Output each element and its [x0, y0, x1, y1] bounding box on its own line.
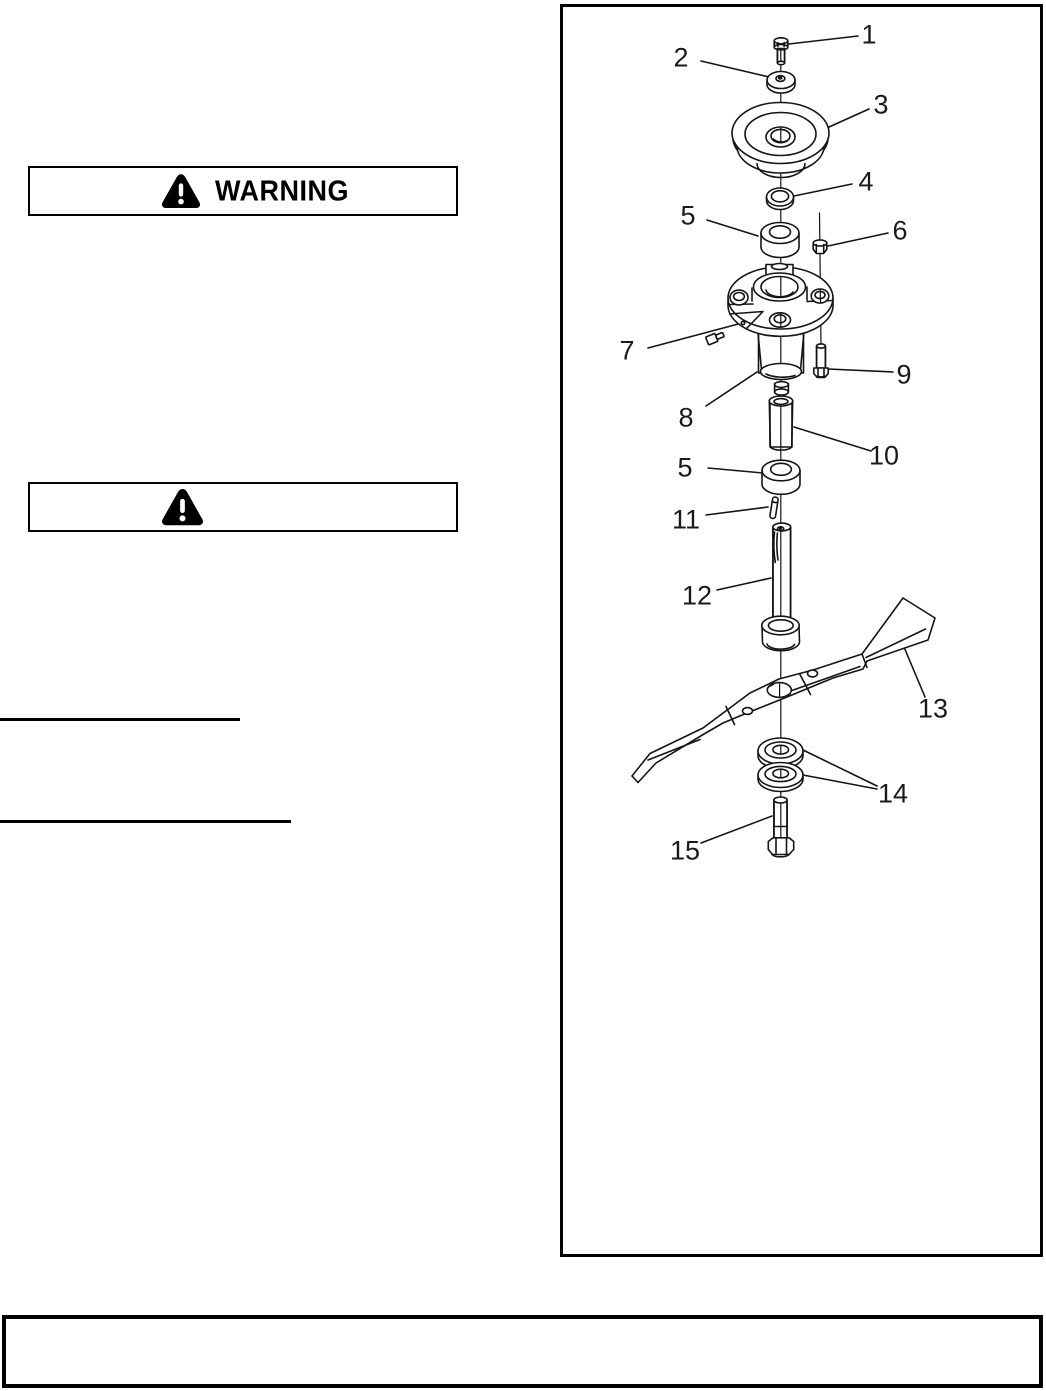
callout-leader-line	[803, 750, 877, 786]
part-number-callout-7: 7	[619, 335, 635, 366]
callout-leader-line	[706, 372, 757, 406]
callout-leader-line	[789, 36, 858, 44]
warning-triangle-icon	[161, 487, 204, 527]
callout-leader-line	[828, 369, 893, 372]
footer-box	[2, 1315, 1043, 1388]
exploded-parts-diagram	[563, 7, 1040, 1254]
part-number-callout-6: 6	[892, 215, 908, 246]
callout-leader-line	[904, 647, 925, 697]
warning-banner	[28, 166, 458, 216]
parts-figure-frame	[560, 4, 1043, 1257]
spindle-flange-part-8	[728, 264, 833, 337]
callout-leader-line	[803, 775, 877, 789]
bolt-part-9	[814, 344, 828, 378]
bearing-part-5-upper	[761, 223, 799, 258]
bearing-part-5-lower	[762, 460, 800, 494]
spindle-shaft-part-12	[773, 523, 791, 622]
washer-part-2	[767, 72, 795, 94]
caution-banner	[28, 482, 458, 532]
part-number-callout-9: 9	[896, 359, 912, 390]
callout-leader-line	[701, 61, 769, 77]
warning-banner-label: WARNING	[215, 174, 349, 207]
callout-leader-line	[794, 184, 852, 196]
part-number-callout-13: 13	[917, 693, 949, 724]
section-underline	[0, 820, 291, 823]
callout-leader-line	[794, 427, 871, 451]
nut-part-6	[813, 240, 827, 254]
cup-washer-part-14-lower	[758, 763, 803, 792]
callout-leader-line	[708, 468, 763, 473]
part-number-callout-5: 5	[680, 200, 696, 231]
callout-leader-line	[706, 507, 768, 515]
callout-leader-line	[648, 323, 742, 348]
roll-pin-part-11	[770, 497, 779, 519]
spacer-washer-part-4	[767, 188, 794, 210]
warning-triangle-icon	[161, 173, 201, 209]
part-number-callout-8: 8	[678, 402, 694, 433]
part-number-callout-5: 5	[677, 452, 693, 483]
callout-leader-line	[717, 578, 771, 590]
callout-leader-line	[828, 233, 888, 246]
pulley-part-3	[732, 103, 829, 178]
part-number-callout-3: 3	[873, 89, 889, 120]
callout-leader-line	[701, 816, 772, 843]
section-underline	[0, 718, 240, 721]
part-number-callout-12: 12	[681, 580, 713, 611]
callout-leader-line	[829, 109, 869, 127]
part-number-callout-2: 2	[673, 42, 689, 73]
part-number-callout-14: 14	[877, 778, 909, 809]
callout-leader-line	[707, 220, 758, 236]
part-number-callout-4: 4	[858, 166, 874, 197]
part-number-callout-1: 1	[861, 19, 877, 50]
part-number-callout-15: 15	[669, 835, 701, 866]
part-number-callout-11: 11	[671, 504, 701, 535]
shaft-bearing-collar	[762, 616, 800, 651]
part-number-callout-10: 10	[868, 440, 900, 471]
